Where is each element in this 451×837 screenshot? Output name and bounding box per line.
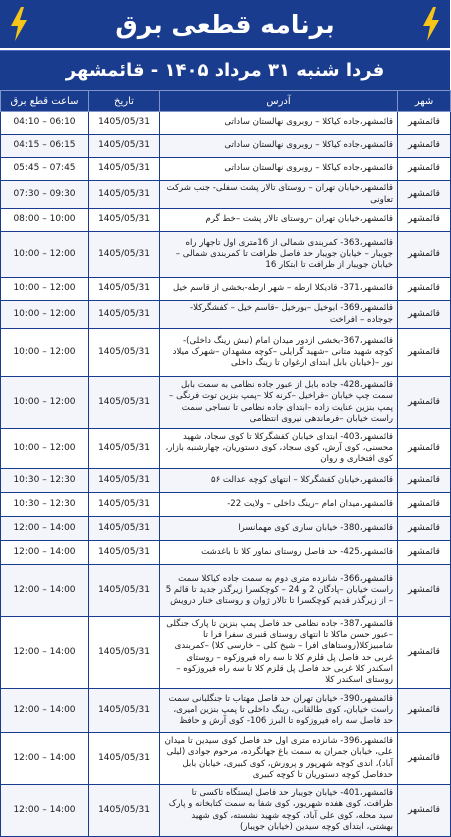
outage-address-cell: قائمشهر،390- خیابان تهران حد فاصل مهتاب تا جنگلبانی سمت راست خیابان، کوی طالقانی، رینگ داخلی تا پمپ بنزین امیری، حد فاصل سه راه فیروزکوه تا البرز 106- کوی آرش و حافظ <box>160 689 398 733</box>
outage-address-cell: قائمشهر،خیابان تهران –روستای تالار پشت –خط گرم <box>160 209 398 232</box>
table-row <box>1 112 451 135</box>
outage-city-cell: قائمشهر <box>398 469 451 493</box>
outage-address-cell: قائمشهر،387- جاده نظامی حد فاصل پمپ بنزین تا پارک جنگلی –عبور حسن ماکلا تا انتهای روستای قنبری سفرا فرا تا شامبیزکلا(روستاهای افرا – شیخ کلی – خارسی کلا) –کمربندی غربی حد فاصل پل قلزم کلا تا سه راه فیروزکوه – روستای اسکندر کلا غربی حد فاصل پل قلزم کلا تا سه راه فیروزکوه – روستای اسکندر کلا <box>160 617 398 689</box>
outage-time-cell: 12:00 – 14:00 <box>1 785 89 837</box>
outage-date-cell: 1405/05/31 <box>89 135 160 158</box>
schedule-date-subtitle: فردا شنبه ۳۱ مرداد ۱۴۰۵ - قائمشهر <box>65 60 385 81</box>
outage-city-cell: قائمشهر <box>398 377 451 429</box>
outage-address-cell: قائمشهر،جاده کیاکلا – روبروی نهالستان ساداتی <box>160 135 398 158</box>
outage-address-cell: قائمشهر،401- خیابان جویبار حد فاصل ایستگاه تاکسی تا ظرافت، کوی هفده شهریور، کوی شفا به سمت کتابخانه و پارک سید محله، کوی علی آباد، کوچه شهید نشسته، کوی شهید بهشتی، ابتدای کوچه سیدین (خیابان جویبار) <box>160 785 398 837</box>
outage-time-cell: 10:00 – 12:00 <box>1 329 89 377</box>
outage-date-cell: 1405/05/31 <box>89 689 160 733</box>
outage-date-cell: 1405/05/31 <box>89 469 160 493</box>
date-city-banner <box>0 50 450 90</box>
outage-address-cell: قائمشهر،428- جاده بابل از عبور جاده نظامی به سمت بابل سمت چپ خیابان –قراخیل –کرنه کلا –پمپ بنزین توت فرنگی –پمپ بنزین عنایت زاده –ابتدای جاده نظامی تا نساجی سمت راست خیابان –فرماندهی نیروی انتظامی <box>160 377 398 429</box>
outage-address-cell: قائمشهر،396- شانزده متری اول حد فاصل کوی سیدین تا میدان علی، خیابان جمران به سمت باغ جهانگرده، مرحوم جوادی (لیلی آباد)، اندی کوچه شهرپور و پرورش، کوی کبیری، خیابان بابل حدفاصل کوچه دستوریان تا کوچه کبیری <box>160 733 398 785</box>
table-row <box>1 278 451 301</box>
outage-city-cell: قائمشهر <box>398 181 451 209</box>
column-header-date: تاریخ <box>89 91 160 112</box>
outage-time-cell: 12:00 – 14:00 <box>1 617 89 689</box>
table-row <box>1 135 451 158</box>
table-row <box>1 517 451 541</box>
table-row <box>1 209 451 232</box>
table-row <box>1 689 451 733</box>
table-row <box>1 232 451 278</box>
outage-address-cell: قائمشهر،جاده کیاکلا – روبروی نهالستان ساداتی <box>160 158 398 181</box>
table-row <box>1 785 451 837</box>
lightning-icon <box>8 6 30 42</box>
table-row <box>1 469 451 493</box>
outage-time-cell: 04:10 – 06:10 <box>1 112 89 135</box>
table-row <box>1 541 451 565</box>
outage-city-cell: قائمشهر <box>398 301 451 329</box>
outage-time-cell: 12:00 – 14:00 <box>1 541 89 565</box>
outage-time-cell: 12:00 – 14:00 <box>1 733 89 785</box>
outage-time-cell: 05:45 – 07:45 <box>1 158 89 181</box>
outage-city-cell: قائمشهر <box>398 209 451 232</box>
outage-time-cell: 08:00 – 10:00 <box>1 209 89 232</box>
outage-time-cell: 10:00 – 12:00 <box>1 377 89 429</box>
outage-city-cell: قائمشهر <box>398 329 451 377</box>
table-row <box>1 329 451 377</box>
outage-date-cell: 1405/05/31 <box>89 429 160 469</box>
table-row <box>1 301 451 329</box>
table-row <box>1 565 451 617</box>
outage-address-cell: قائمشهر،366- شانزده متری دوم به سمت جاده کیاکلا سمت راست خیابان –پادگان 2 و 24 – کوچکسرا زیرگذر جدید تا قائم 5 – از زیرگذر قدیم کوچکسرا تا تالار ژوان و روستای خنار درویش <box>160 565 398 617</box>
outage-time-cell: 10:30 – 12:30 <box>1 493 89 517</box>
table-row <box>1 617 451 689</box>
outage-city-cell: قائمشهر <box>398 733 451 785</box>
outage-time-cell: 04:15 – 06:15 <box>1 135 89 158</box>
table-row <box>1 493 451 517</box>
outage-date-cell: 1405/05/31 <box>89 493 160 517</box>
outage-time-cell: 10:00 – 12:00 <box>1 278 89 301</box>
outage-city-cell: قائمشهر <box>398 429 451 469</box>
outage-time-cell: 07:30 – 09:30 <box>1 181 89 209</box>
outage-city-cell: قائمشهر <box>398 493 451 517</box>
outage-date-cell: 1405/05/31 <box>89 209 160 232</box>
outage-city-cell: قائمشهر <box>398 278 451 301</box>
outage-date-cell: 1405/05/31 <box>89 617 160 689</box>
outage-date-cell: 1405/05/31 <box>89 181 160 209</box>
outage-city-cell: قائمشهر <box>398 517 451 541</box>
outage-time-cell: 12:00 – 14:00 <box>1 517 89 541</box>
outage-date-cell: 1405/05/31 <box>89 232 160 278</box>
outage-city-cell: قائمشهر <box>398 158 451 181</box>
outage-city-cell: قائمشهر <box>398 565 451 617</box>
table-row <box>1 377 451 429</box>
outage-address-cell: قائمشهر،367-بخشی ازدور میدان امام (نبش رینگ داخلی)- کوچه شهید متانی –شهید گرایلی –کوچه مشهدان –شهرک میلاد نور –(خیابان بابل ابتدای ارغوان تا رینگ داخلی <box>160 329 398 377</box>
outage-address-cell: قائمشهر،371- قادیکلا ارطه – شهر ارطه-بخشی از قاسم خیل <box>160 278 398 301</box>
outage-address-cell: قائمشهر،میدان امام –رینگ داخلی – ولایت 22- <box>160 493 398 517</box>
outage-address-cell: قائمشهر،380- خیابان ساری کوی مهمانسرا <box>160 517 398 541</box>
outage-city-cell: قائمشهر <box>398 232 451 278</box>
column-header-time: ساعت قطع برق <box>1 91 89 112</box>
outage-address-cell: قائمشهر،425- حد فاصل روستای نماور کلا تا باغدشت <box>160 541 398 565</box>
outage-address-cell: قائمشهر،403- ابتدای خیابان کفشگرکلا تا کوی سجاد، شهید محسنی، کوی آرش، کوی سجاد، کوی دستوریان، چهارشنبه بازار، کوی افتخاری و روان <box>160 429 398 469</box>
outage-date-cell: 1405/05/31 <box>89 329 160 377</box>
outage-date-cell: 1405/05/31 <box>89 301 160 329</box>
outage-time-cell: 12:00 – 14:00 <box>1 689 89 733</box>
outage-date-cell: 1405/05/31 <box>89 785 160 837</box>
outage-date-cell: 1405/05/31 <box>89 112 160 135</box>
outage-city-cell: قائمشهر <box>398 541 451 565</box>
outage-address-cell: قائمشهر،جاده کیاکلا – روبروی نهالستان ساداتی <box>160 112 398 135</box>
outage-table-body <box>1 112 451 837</box>
outage-time-cell: 10:30 – 12:30 <box>1 469 89 493</box>
outage-time-cell: 12:00 – 14:00 <box>1 565 89 617</box>
title-bar <box>0 0 450 50</box>
outage-time-cell: 10:00 – 12:00 <box>1 429 89 469</box>
outage-date-cell: 1405/05/31 <box>89 733 160 785</box>
outage-address-cell: قائمشهر،خیابان کفشگرکلا – انتهای کوچه عدالت ۵۶ <box>160 469 398 493</box>
outage-date-cell: 1405/05/31 <box>89 541 160 565</box>
table-row <box>1 733 451 785</box>
outage-date-cell: 1405/05/31 <box>89 377 160 429</box>
outage-address-cell: قائمشهر،369- ابوخیل –بورخیل –قاسم خیل – کفشگرکلا-جوجاده – افراخت <box>160 301 398 329</box>
table-row <box>1 429 451 469</box>
outage-date-cell: 1405/05/31 <box>89 158 160 181</box>
outage-city-cell: قائمشهر <box>398 135 451 158</box>
outage-city-cell: قائمشهر <box>398 112 451 135</box>
outage-table <box>0 90 451 837</box>
table-header-row <box>1 91 451 112</box>
outage-time-cell: 10:00 – 12:00 <box>1 301 89 329</box>
table-row <box>1 181 451 209</box>
table-row <box>1 158 451 181</box>
outage-date-cell: 1405/05/31 <box>89 565 160 617</box>
column-header-address: آدرس <box>160 91 398 112</box>
outage-city-cell: قائمشهر <box>398 689 451 733</box>
column-header-city: شهر <box>398 91 451 112</box>
outage-address-cell: قائمشهر،363- کمربندی شمالی از 16متری اول تاجهار راه جویبار – خیابان جویبار حد فاصل ظرافت تا کمربندی شمالی –خیابان جویبار از ظرافت تا ابتکار 16 <box>160 232 398 278</box>
outage-city-cell: قائمشهر <box>398 617 451 689</box>
lightning-icon <box>420 6 442 42</box>
outage-time-cell: 10:00 – 12:00 <box>1 232 89 278</box>
outage-city-cell: قائمشهر <box>398 785 451 837</box>
page-title: برنامه قطعی برق <box>115 9 335 39</box>
outage-address-cell: قائمشهر،خیابان تهران – روستای تالار پشت سفلی- جنب شرکت تعاونی <box>160 181 398 209</box>
outage-date-cell: 1405/05/31 <box>89 517 160 541</box>
outage-date-cell: 1405/05/31 <box>89 278 160 301</box>
